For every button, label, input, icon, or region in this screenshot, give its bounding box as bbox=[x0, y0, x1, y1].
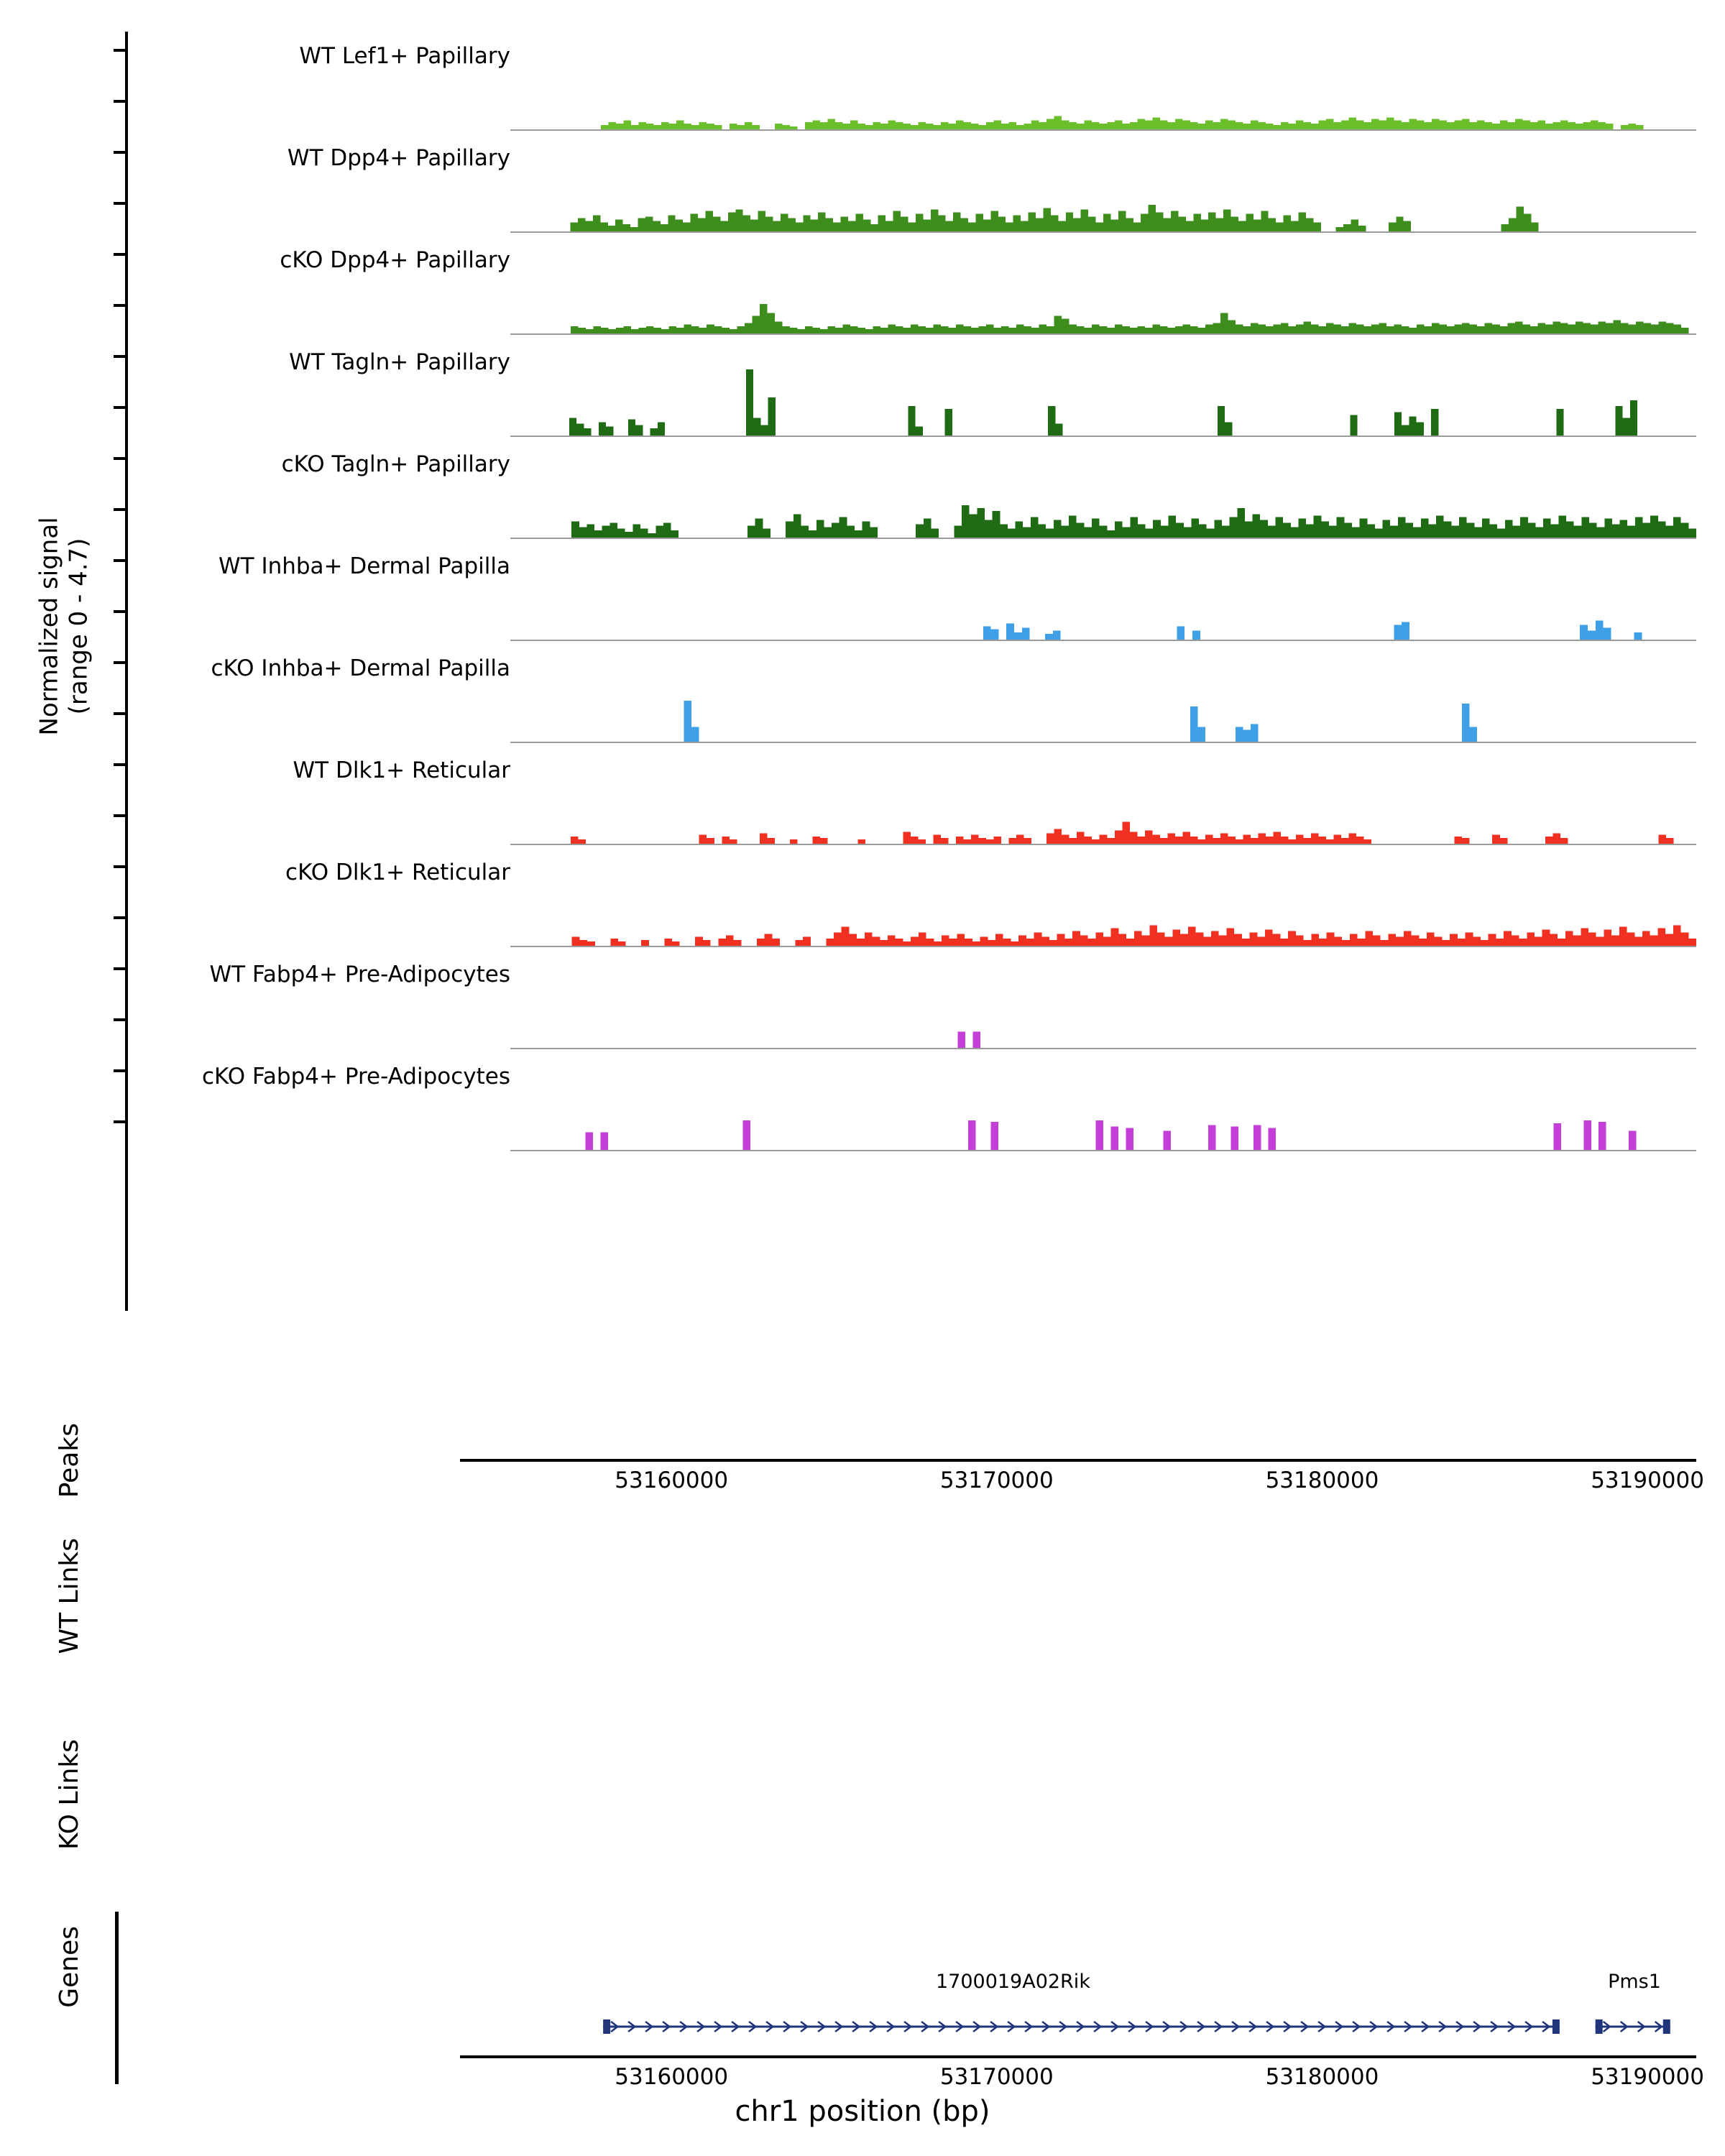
axis-tick-label: 53180000 bbox=[1265, 2064, 1379, 2090]
x-axis-title: chr1 position (bp) bbox=[735, 2095, 990, 2128]
track-baseline bbox=[510, 333, 1696, 335]
gene-name-label: 1700019A02Rik bbox=[935, 1971, 1090, 1993]
track-baseline bbox=[510, 742, 1696, 743]
track-signal-plot bbox=[510, 469, 1696, 538]
signal-track bbox=[0, 451, 1725, 532]
track-baseline bbox=[510, 946, 1696, 947]
axis-line bbox=[460, 1459, 1696, 1462]
track-label: cKO Inhba+ Dermal Papilla bbox=[211, 655, 510, 681]
signal-track bbox=[0, 860, 1725, 940]
track-signal-plot bbox=[510, 673, 1696, 742]
section-label-wt-links: WT Links bbox=[55, 1538, 84, 1654]
signal-track bbox=[0, 655, 1725, 736]
track-baseline bbox=[510, 436, 1696, 437]
signal-track bbox=[0, 1064, 1725, 1144]
track-baseline bbox=[510, 1048, 1696, 1049]
track-label: WT Lef1+ Papillary bbox=[299, 43, 510, 69]
axis-tick-label: 53160000 bbox=[615, 2064, 729, 2090]
track-signal-plot bbox=[510, 162, 1696, 231]
track-label: WT Dlk1+ Reticular bbox=[293, 757, 510, 783]
track-label: WT Fabp4+ Pre-Adipocytes bbox=[209, 962, 510, 987]
signal-axis-label-line2: (range 0 - 4.7) bbox=[65, 538, 93, 715]
signal-axis-label-line1: Normalized signal bbox=[34, 517, 64, 736]
axis-tick-label: 53190000 bbox=[1591, 2064, 1704, 2090]
axis-tick-label: 53190000 bbox=[1591, 1468, 1704, 1493]
track-label: cKO Dlk1+ Reticular bbox=[285, 860, 510, 885]
signal-track bbox=[0, 145, 1725, 226]
gene-name-label: Pms1 bbox=[1608, 1971, 1661, 1993]
axis-line bbox=[460, 2055, 1696, 2058]
track-signal-plot bbox=[510, 60, 1696, 129]
signal-track bbox=[0, 43, 1725, 124]
axis-tick-label: 53170000 bbox=[939, 2064, 1054, 2090]
signal-track bbox=[0, 962, 1725, 1042]
axis-tick-label: 53170000 bbox=[939, 1468, 1054, 1493]
track-label: WT Tagln+ Papillary bbox=[289, 349, 510, 375]
track-signal-plot bbox=[510, 775, 1696, 844]
signal-track bbox=[0, 553, 1725, 634]
track-signal-plot bbox=[510, 264, 1696, 333]
track-signal-plot bbox=[510, 877, 1696, 946]
track-baseline bbox=[510, 129, 1696, 131]
signal-track bbox=[0, 757, 1725, 838]
track-baseline bbox=[510, 231, 1696, 233]
track-label: cKO Tagln+ Papillary bbox=[281, 451, 510, 477]
gene-models-panel bbox=[510, 1955, 1696, 2070]
track-signal-plot bbox=[510, 571, 1696, 640]
track-signal-plot bbox=[510, 1081, 1696, 1150]
signal-track bbox=[0, 247, 1725, 328]
track-baseline bbox=[510, 844, 1696, 845]
section-label-ko-links: KO Links bbox=[55, 1739, 84, 1850]
genes-panel-spine bbox=[115, 1912, 119, 2084]
track-signal-plot bbox=[510, 979, 1696, 1048]
track-label: cKO Fabp4+ Pre-Adipocytes bbox=[202, 1064, 510, 1089]
track-label: cKO Dpp4+ Papillary bbox=[280, 247, 510, 273]
section-label-genes: Genes bbox=[55, 1926, 84, 2008]
track-label: WT Dpp4+ Papillary bbox=[287, 145, 510, 171]
signal-track bbox=[0, 349, 1725, 430]
track-signal-plot bbox=[510, 367, 1696, 436]
axis-tick-label: 53180000 bbox=[1265, 1468, 1379, 1493]
axis-tick-label: 53160000 bbox=[615, 1468, 729, 1493]
section-label-peaks: Peaks bbox=[55, 1423, 84, 1498]
track-baseline bbox=[510, 640, 1696, 641]
track-label: WT Inhba+ Dermal Papilla bbox=[218, 553, 510, 579]
track-baseline bbox=[510, 1150, 1696, 1151]
track-baseline bbox=[510, 538, 1696, 539]
